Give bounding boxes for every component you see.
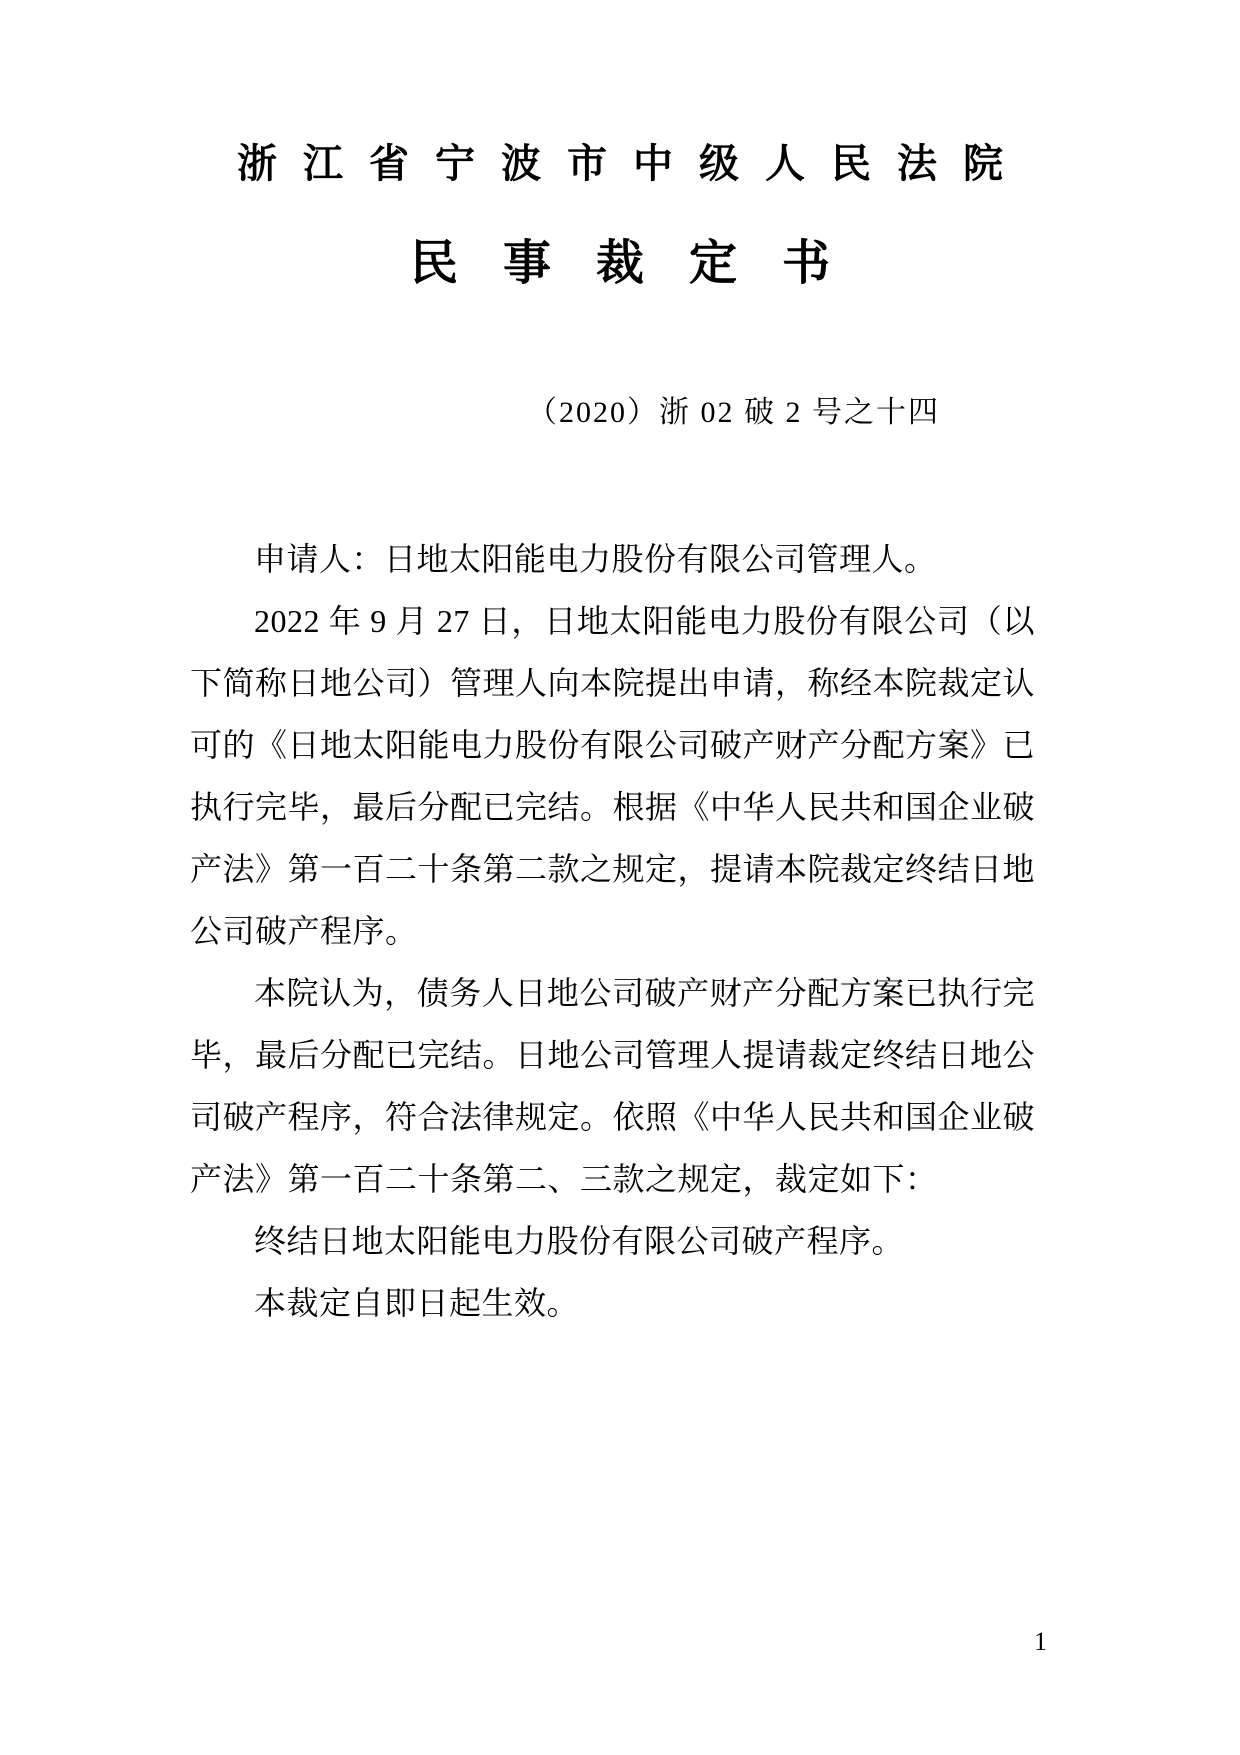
case-number: （2020）浙 02 破 2 号之十四 <box>527 396 940 429</box>
body-paragraph: 2022 年 9 月 27 日，日地太阳能电力股份有限公司（以下简称日地公司）管理人向本院提出申请，称经本院裁定认可的《日地太阳能电力股份有限公司破产财产分配方案》已执行完毕，最后分配已完结。根据《中华人民共和国企业破产法》第一百二十条第二款之规定，提请本院裁定终结日地公司破产程序。 <box>190 603 1036 949</box>
body-paragraph: 本裁定自即日起生效。 <box>254 1285 580 1321</box>
page-number: 1 <box>1034 1627 1047 1656</box>
body-paragraph: 终结日地太阳能电力股份有限公司破产程序。 <box>254 1223 905 1259</box>
body-paragraph: 申请人：日地太阳能电力股份有限公司管理人。 <box>254 541 937 577</box>
body-paragraph: 本院认为，债务人日地公司破产财产分配方案已执行完毕，最后分配已完结。日地公司管理人提请裁定终结日地公司破产程序，符合法律规定。依照《中华人民共和国企业破产法》第一百二十条第二、三款之规定，裁定如下： <box>190 975 1036 1197</box>
document-body <box>190 528 1035 1334</box>
court-name: 浙江省宁波市中级人民法院 <box>237 141 1029 186</box>
document-title: 民事裁定书 <box>409 237 875 290</box>
